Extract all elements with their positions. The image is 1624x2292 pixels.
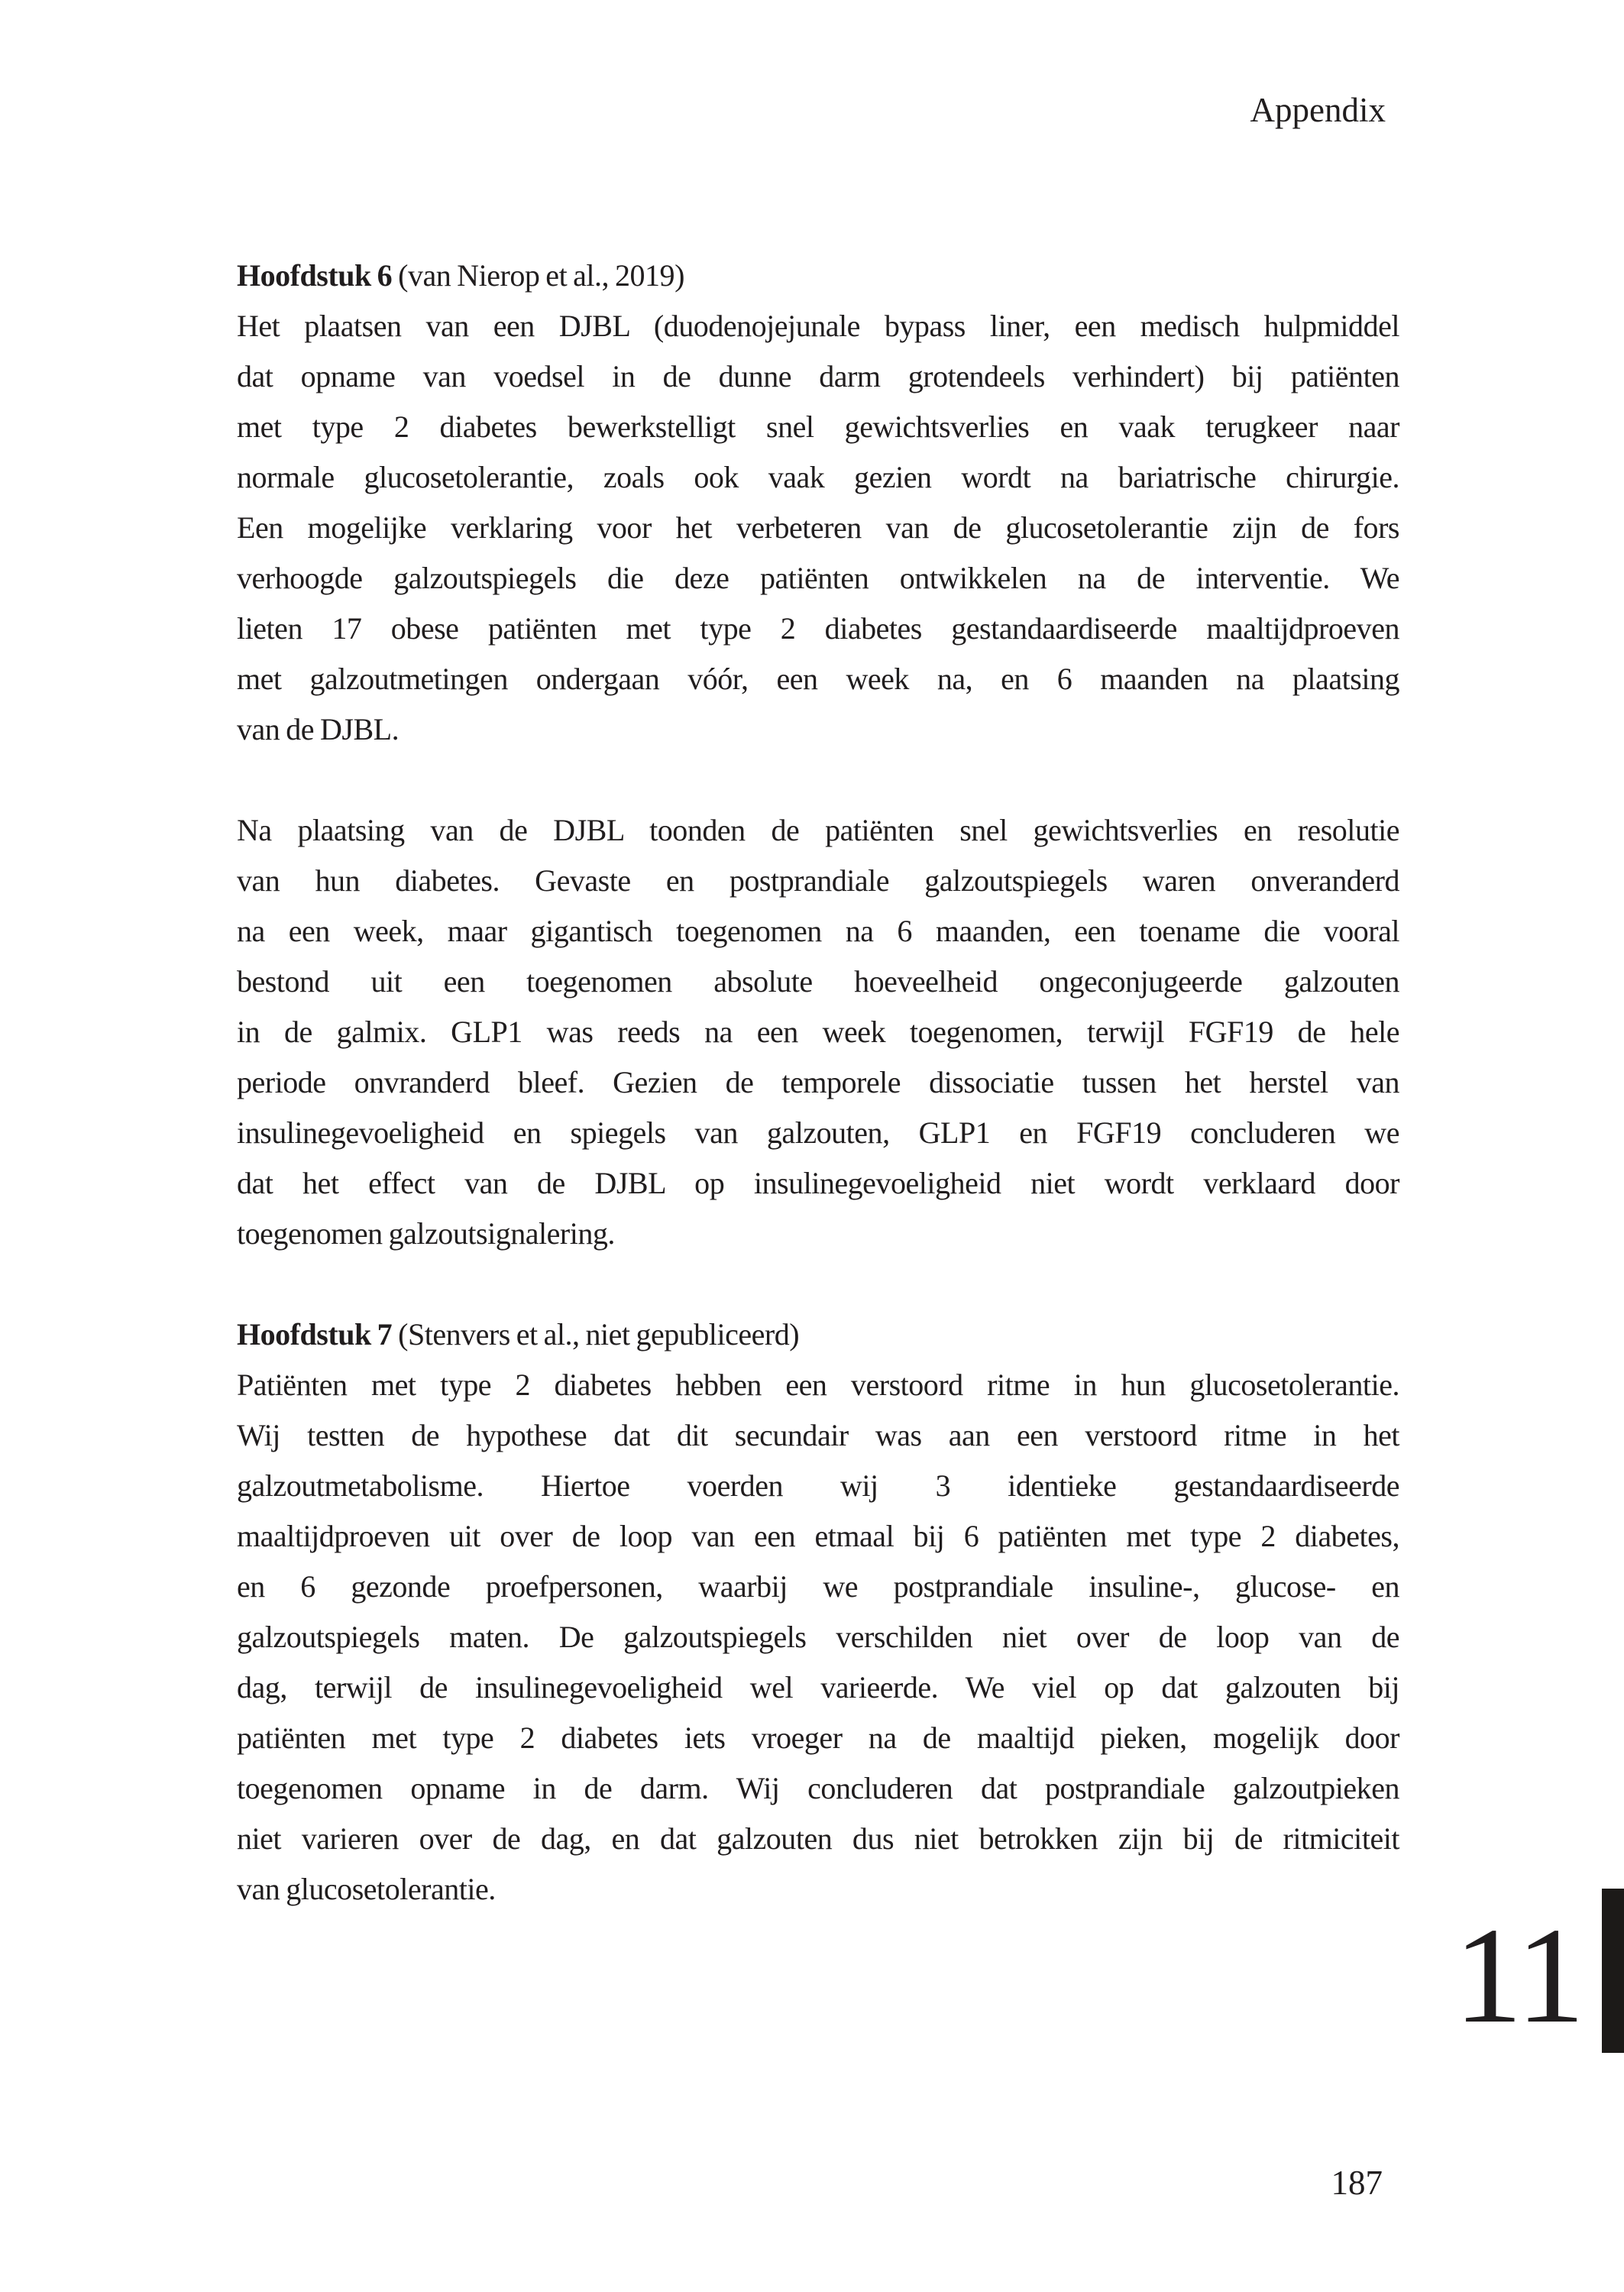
running-header: Appendix: [1250, 91, 1386, 129]
text-line: van de DJBL.: [237, 712, 400, 746]
chapter-tab-number: 11: [1454, 1899, 1584, 2051]
text-line: dat het effect van de DJBL op insulinegevoeligheid niet wordt verklaard door: [237, 1166, 1399, 1200]
text-line: galzoutspiegels maten. De galzoutspiegels verschilden niet over de loop van de: [237, 1620, 1399, 1654]
heading-chapter-label: Hoofdstuk 6: [237, 258, 393, 293]
paragraph: [237, 1360, 1399, 1915]
text-line: Na plaatsing van de DJBL toonden de patiënten snel gewichtsverlies en resolutie: [237, 813, 1399, 847]
text-line: lieten 17 obese patiënten met type 2 diabetes gestandaardiseerde maaltijdproeven: [237, 611, 1399, 646]
section-hoofdstuk-6: [237, 251, 1399, 1259]
text-line: en 6 gezonde proefpersonen, waarbij we postprandiale insuline-, glucose- en: [237, 1569, 1399, 1604]
body-text-block: [237, 251, 1399, 1915]
heading-chapter-label: Hoofdstuk 7: [237, 1317, 393, 1352]
text-line: toegenomen opname in de darm. Wij concluderen dat postprandiale galzoutpieken: [237, 1771, 1399, 1805]
heading-citation: (van Nierop et al., 2019): [392, 258, 684, 293]
section-heading: [237, 251, 1399, 301]
text-line: Het plaatsen van een DJBL (duodenojejunale bypass liner, een medisch hulpmiddel: [237, 309, 1399, 343]
text-line: niet varieren over de dag, en dat galzouten dus niet betrokken zijn bij de ritmiciteit: [237, 1821, 1399, 1856]
section-hoofdstuk-7: [237, 1309, 1399, 1915]
text-line: verhoogde galzoutspiegels die deze patiënten ontwikkelen na de interventie. We: [237, 561, 1399, 595]
text-line: Patiënten met type 2 diabetes hebben een verstoord ritme in hun glucosetolerantie.: [237, 1368, 1399, 1402]
page-number: 187: [1331, 2164, 1383, 2202]
text-line: bestond uit een toegenomen absolute hoeveelheid ongeconjugeerde galzouten: [237, 964, 1399, 999]
chapter-tab-bar: [1602, 1889, 1624, 2053]
text-line: Een mogelijke verklaring voor het verbeteren van de glucosetolerantie zijn de fors: [237, 510, 1399, 545]
text-line: maaltijdproeven uit over de loop van een etmaal bij 6 patiënten met type 2 diabetes,: [237, 1519, 1399, 1553]
text-line: na een week, maar gigantisch toegenomen na 6 maanden, een toename die vooral: [237, 914, 1399, 948]
text-line: dat opname van voedsel in de dunne darm grotendeels verhindert) bij patiënten: [237, 359, 1399, 393]
text-line: periode onvranderd bleef. Gezien de temporele dissociatie tussen het herstel van: [237, 1065, 1399, 1099]
text-line: toegenomen galzoutsignalering.: [237, 1216, 615, 1251]
text-line: in de galmix. GLP1 was reeds na een week toegenomen, terwijl FGF19 de hele: [237, 1015, 1399, 1049]
text-line: galzoutmetabolisme. Hiertoe voerden wij 3 identieke gestandaardiseerde: [237, 1468, 1399, 1503]
text-line: met galzoutmetingen ondergaan vóór, een week na, en 6 maanden na plaatsing: [237, 662, 1399, 696]
text-line: met type 2 diabetes bewerkstelligt snel gewichtsverlies en vaak terugkeer naar: [237, 410, 1399, 444]
section-heading: [237, 1309, 1399, 1360]
text-line: van glucosetolerantie.: [237, 1872, 496, 1906]
paragraph: [237, 301, 1399, 755]
text-line: van hun diabetes. Gevaste en postprandiale galzoutspiegels waren onveranderd: [237, 863, 1399, 898]
text-line: normale glucosetolerantie, zoals ook vaak gezien wordt na bariatrische chirurgie.: [237, 460, 1399, 494]
text-line: Wij testten de hypothese dat dit secundair was aan een verstoord ritme in het: [237, 1418, 1399, 1452]
text-line: dag, terwijl de insulinegevoeligheid wel varieerde. We viel op dat galzouten bij: [237, 1670, 1399, 1704]
paragraph: [237, 805, 1399, 1259]
text-line: insulinegevoeligheid en spiegels van galzouten, GLP1 en FGF19 concluderen we: [237, 1115, 1399, 1150]
heading-citation: (Stenvers et al., niet gepubliceerd): [392, 1317, 800, 1352]
text-line: patiënten met type 2 diabetes iets vroeger na de maaltijd pieken, mogelijk door: [237, 1721, 1399, 1755]
